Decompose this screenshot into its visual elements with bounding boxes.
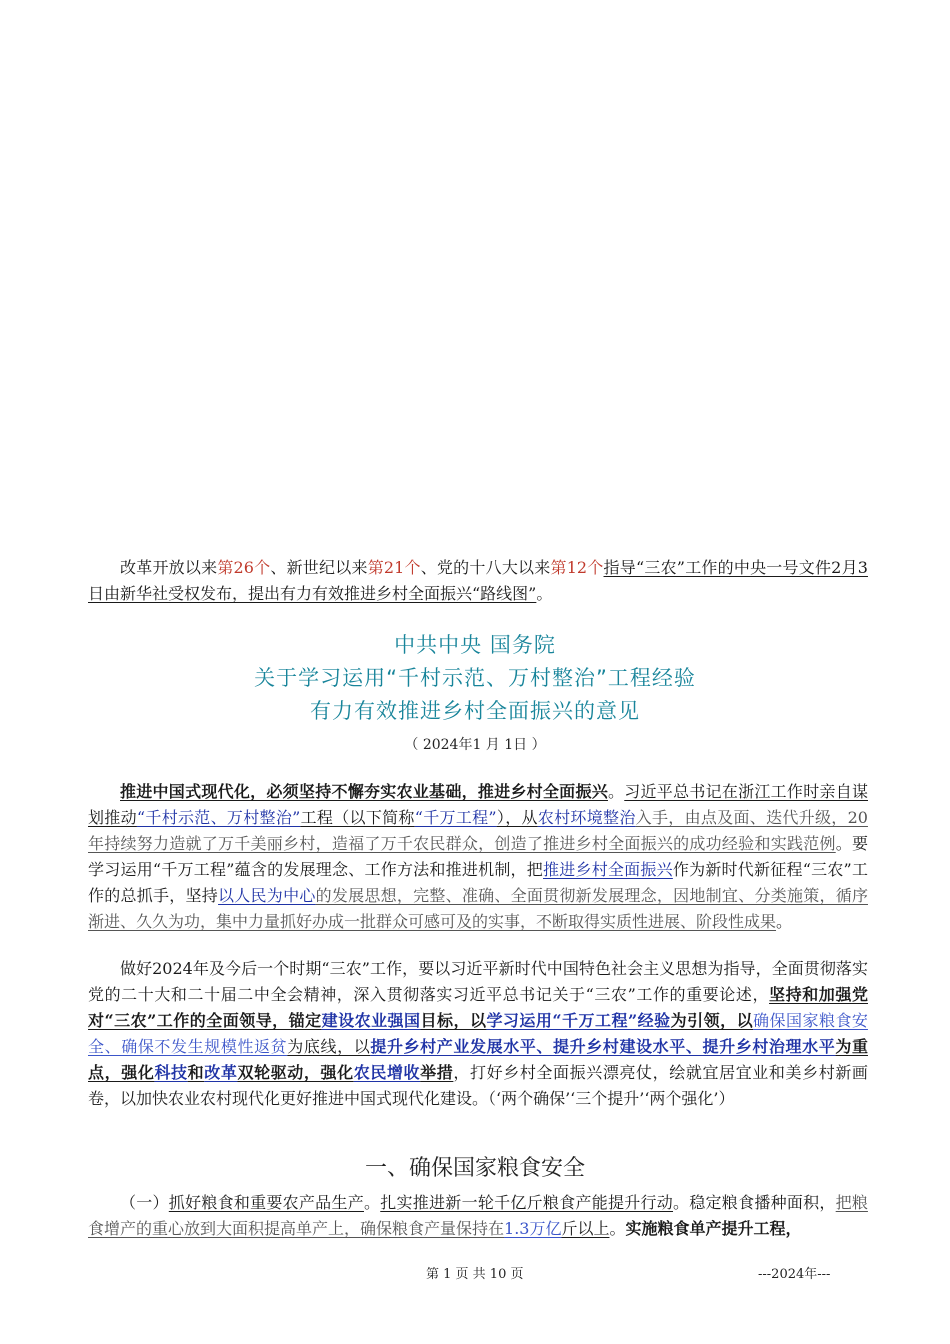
p2-highlight: 学习运用“千万工程”经验 bbox=[486, 1011, 671, 1030]
p1-text: 作为新时代新征程“三农”工作的总抓手，坚持 bbox=[88, 860, 868, 905]
page-number: 第 1 页 共 10 页 bbox=[426, 1267, 524, 1282]
p1-highlight: 以人民为中心 bbox=[218, 886, 316, 905]
p2-text: 做好2024年及今后一个时期“三农”工作，要以习近平新时代中国特色社会主义思想为指导，全面贯彻落实党的二十大和二十届二中全会精神，深入贯彻落实习近平总书记关于“三农”工作的重要论述， bbox=[88, 959, 868, 1004]
intro-count-26: 第26个 bbox=[217, 558, 271, 577]
p2-bold: 和 bbox=[187, 1063, 205, 1082]
intro-text: 。 bbox=[536, 584, 553, 603]
p3-highlight: 1.3万亿 bbox=[504, 1219, 562, 1238]
p1-text-underlined: 习近平总书记在浙江工作时亲自谋划推动 bbox=[88, 782, 868, 827]
p2-bold: 双轮驱动，强化 bbox=[237, 1063, 354, 1082]
p1-text-underlined: 入手，由点及面、迭代升级，20年持续努力造就了万千美丽乡村，造福了万千农民群众，创造了推进乡村全面振兴的成功经验和实践范例 bbox=[88, 808, 868, 853]
p2-highlight: 改革 bbox=[204, 1063, 238, 1082]
p1-text-underlined: 的发展思想，完整、准确、全面贯彻新发展理念，因地制宜、分类施策，循序渐进、久久为功，集中力量抓好办成一批群众可感可及的实事，不断取得实质性进展、阶段性成果 bbox=[88, 886, 868, 931]
p2-highlight: 提升乡村产业发展水平、提升乡村建设水平、提升乡村治理水平 bbox=[370, 1037, 836, 1056]
p1-text: 。要学习运用“千万工程”蕴含的发展理念、工作方法和推进机制，把 bbox=[88, 834, 868, 879]
p1-text-underlined: 工程（以下简称 bbox=[300, 808, 415, 827]
section-heading-1: 一、确保国家粮食安全 bbox=[364, 1156, 585, 1181]
p2-highlight: 农民增收 bbox=[353, 1063, 421, 1082]
intro-text: 改革开放以来 bbox=[120, 558, 218, 577]
p3-text-underlined: 扎实推进新一轮千亿斤粮食产能提升行动 bbox=[380, 1193, 674, 1212]
title-line-2: 关于学习运用“千村示范、万村整治”工程经验 bbox=[254, 666, 696, 690]
intro-text: 、党的十八大以来 bbox=[420, 558, 551, 577]
p1-text: 。 bbox=[776, 912, 793, 931]
intro-text: 、新世纪以来 bbox=[270, 558, 368, 577]
p2-highlight: 科技 bbox=[154, 1063, 188, 1082]
p2-bold: 举措 bbox=[420, 1063, 454, 1082]
p3-text-underlined: 把粮食增产的重心放到大面积提高单产上，确保粮食产量保持在 bbox=[88, 1193, 868, 1238]
intro-text-underlined: 指导“三农”工作的中央一号文件2月3日由新华社受权发布，提出有力有效推进乡村全面振兴“路线图” bbox=[88, 558, 868, 603]
intro-count-21: 第21个 bbox=[367, 558, 421, 577]
p1-highlight: “千村示范、万村整治” bbox=[136, 808, 301, 827]
document-date: （ 2024年1 月 1日 ） bbox=[404, 737, 546, 753]
p3-text: 。稳定粮食播种面积， bbox=[673, 1193, 836, 1212]
p2-bold: 为引领，以 bbox=[670, 1011, 754, 1030]
p1-text-underlined: ），从 bbox=[496, 808, 538, 827]
p3-text-underlined: 抓好粮食和重要农产品生产 bbox=[168, 1193, 364, 1212]
p2-bold: 为重点，强化 bbox=[88, 1037, 868, 1082]
p3-text-underlined: 斤以上 bbox=[561, 1219, 610, 1238]
p1-highlight: 农村环境整治 bbox=[537, 808, 636, 827]
paragraph-1 bbox=[88, 779, 868, 935]
paragraph-2 bbox=[88, 956, 868, 1112]
intro-paragraph bbox=[88, 555, 868, 607]
p3-text: 。 bbox=[363, 1193, 381, 1212]
p2-text: ，打好乡村全面振兴漂亮仗，绘就宜居宜业和美乡村新画卷，以加快农业农村现代化更好推进中国式现代化建设。（‘两个确保’‘三个提升’‘两个强化’） bbox=[88, 1063, 868, 1108]
p3-text: 。 bbox=[609, 1219, 626, 1238]
p2-text-underlined: 为底线，以 bbox=[287, 1037, 371, 1056]
p1-text: 。 bbox=[607, 782, 625, 801]
intro-count-12: 第12个 bbox=[550, 558, 604, 577]
title-line-1: 中共中央 国务院 bbox=[394, 633, 556, 657]
p3-bold: 实施粮食单产提升工程， bbox=[625, 1219, 802, 1238]
footer-year: ---2024年--- bbox=[758, 1267, 831, 1282]
p1-highlight: 推进乡村全面振兴 bbox=[543, 860, 673, 879]
p2-bold: 目标，以 bbox=[420, 1011, 487, 1030]
p3-text: （一） bbox=[120, 1193, 169, 1212]
p2-highlight: 建设农业强国 bbox=[321, 1011, 421, 1030]
title-line-3: 有力有效推进乡村全面振兴的意见 bbox=[310, 699, 640, 723]
p2-bold: 坚持和加强党对“三农”工作的全面领导，锚定 bbox=[88, 985, 868, 1030]
p1-highlight: “千万工程” bbox=[414, 808, 497, 827]
p2-highlight: 确保国家粮食安全、确保不发生规模性返贫 bbox=[88, 1011, 868, 1056]
paragraph-3 bbox=[88, 1190, 868, 1242]
document-title bbox=[0, 629, 950, 728]
p1-bold-lead: 推进中国式现代化，必须坚持不懈夯实农业基础，推进乡村全面振兴 bbox=[120, 782, 608, 801]
